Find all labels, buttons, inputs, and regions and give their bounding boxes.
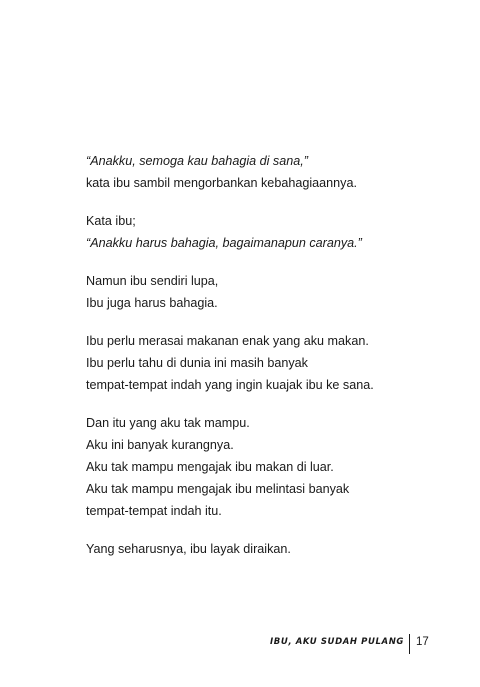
poem-line: Ibu juga harus bahagia. <box>86 296 218 310</box>
poem-line: tempat-tempat indah yang ingin kuajak ibu ke sana. <box>86 378 374 392</box>
poem-line: Aku tak mampu mengajak ibu melintasi banyak <box>86 482 350 496</box>
poem-line: Kata ibu; <box>86 214 136 228</box>
poem-line: Ibu perlu merasai makanan enak yang aku makan. <box>86 334 369 348</box>
poem-line: “Anakku, semoga kau bahagia di sana,” <box>86 154 308 168</box>
stanza <box>86 412 426 522</box>
page-footer <box>0 634 480 654</box>
poem-line: Ibu perlu tahu di dunia ini masih banyak <box>86 356 308 370</box>
poem-line: kata ibu sambil mengorbankan kebahagiaannya. <box>86 176 357 190</box>
stanza <box>86 330 426 396</box>
stanza <box>86 270 426 314</box>
poem-line: tempat-tempat indah itu. <box>86 504 222 518</box>
poem-line: Dan itu yang aku tak mampu. <box>86 416 250 430</box>
page-number: 17 <box>416 636 429 648</box>
stanza <box>86 210 426 254</box>
stanza <box>86 150 426 194</box>
poem-line: Namun ibu sendiri lupa, <box>86 274 219 288</box>
running-title: IBU, AKU SUDAH PULANG <box>269 637 404 647</box>
poem-line: Yang seharusnya, ibu layak diraikan. <box>86 542 291 556</box>
poem-body <box>86 150 426 576</box>
poem-line: Aku tak mampu mengajak ibu makan di luar. <box>86 460 334 474</box>
stanza <box>86 538 426 560</box>
poem-line: Aku ini banyak kurangnya. <box>86 438 234 452</box>
footer-divider <box>409 634 410 654</box>
poem-line: “Anakku harus bahagia, bagaimanapun caranya.” <box>86 236 362 250</box>
